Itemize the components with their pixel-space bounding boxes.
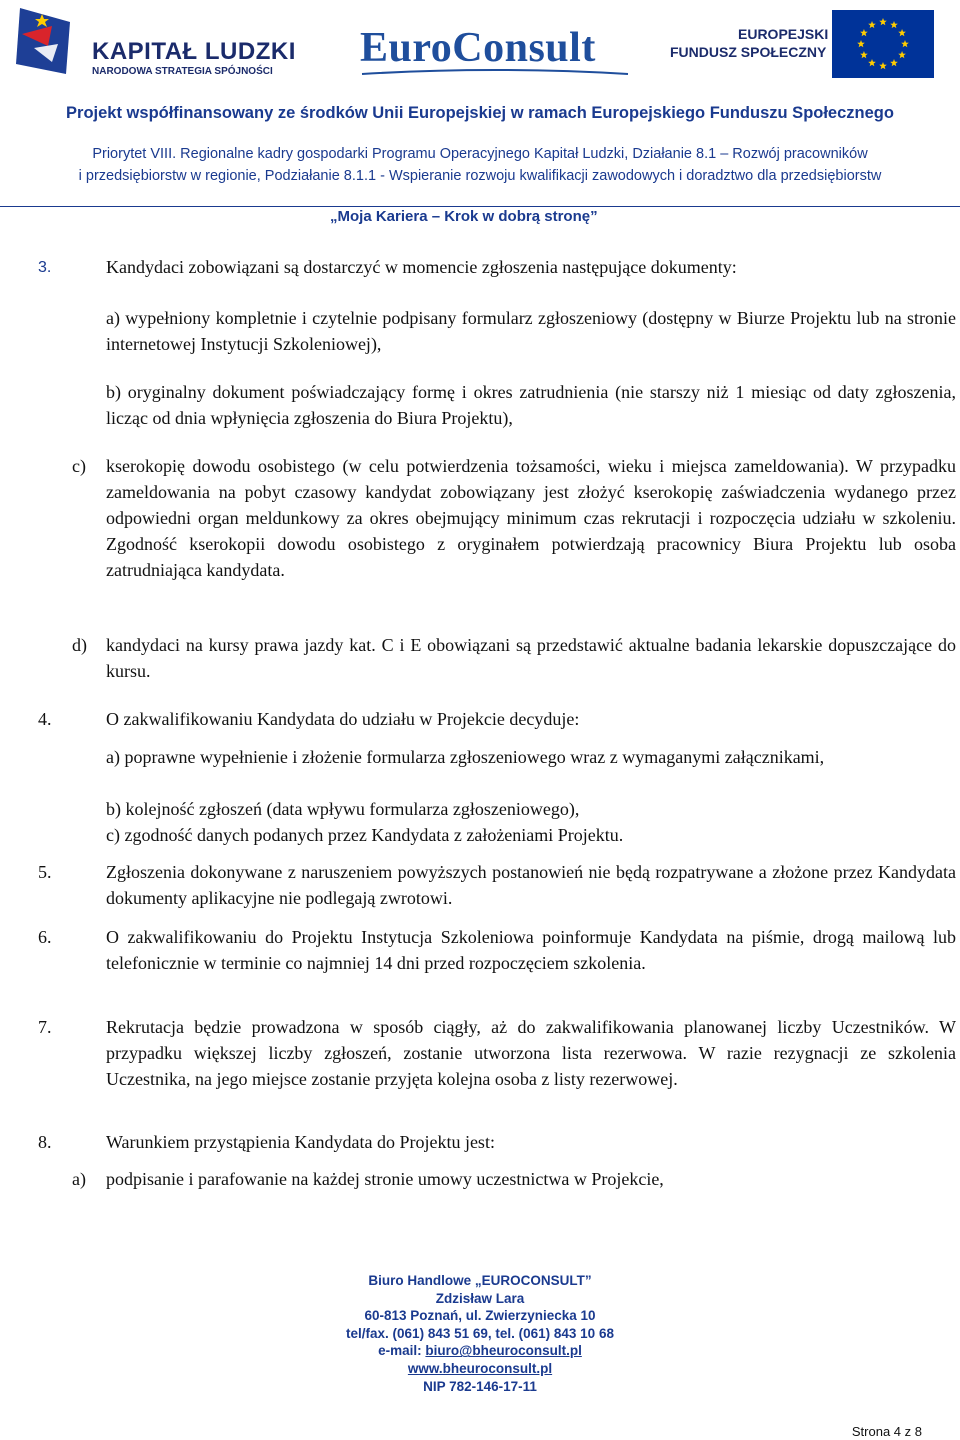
- footer-email-row: [0, 1342, 960, 1360]
- project-tagline: „Moja Kariera – Krok w dobrą stronę”: [330, 208, 598, 225]
- section-8-item-a-label: a): [72, 1169, 86, 1189]
- section-4-text: O zakwalifikowaniu Kandydata do udziału w Projekcie decyduje:: [106, 709, 580, 729]
- euroconsult-swoosh-icon: [360, 68, 630, 78]
- footer-website-link[interactable]: www.bheuroconsult.pl: [407, 1360, 553, 1376]
- project-funding-line: Projekt współfinansowany ze środków Unii Europejskiej w ramach Europejskiego Funduszu Społecznego: [66, 104, 894, 122]
- section-7-number: 7.: [38, 1017, 52, 1037]
- header-rule: [0, 206, 960, 207]
- priority-line-1: Priorytet VIII. Regionalne kadry gospodarki Programu Operacyjnego Kapitał Ludzki, Działanie 8.1 – Rozwój pracowników: [92, 146, 868, 162]
- eu-flag-icon: [832, 10, 934, 78]
- kapital-ludzki-emblem-icon: [12, 4, 78, 76]
- page-footer: [0, 1272, 960, 1395]
- efs-line2: FUNDUSZ SPOŁECZNY: [670, 44, 827, 60]
- euroconsult-wordmark: EuroConsult: [360, 25, 596, 71]
- section-7-text: Rekrutacja będzie prowadzona w sposób ciągły, aż do zakwalifikowania planowanej liczby Uczestników. W przypadku większej liczby zgłoszeń, zostanie utworzona lista rezerwowa. W razie rezygnacji ze szkolenia Uczestnika, na jego miejsce zostanie przyjęta kolejna osoba z listy rezerwowej.: [106, 1017, 956, 1089]
- footer-name: Zdzisław Lara: [435, 1290, 525, 1306]
- section-4-number: 4.: [38, 709, 52, 729]
- section-8-text: Warunkiem przystąpienia Kandydata do Projektu jest:: [106, 1132, 495, 1152]
- section-6-text: O zakwalifikowaniu do Projektu Instytucja Szkoleniowa poinformuje Kandydata na piśmie, drogą mailową lub telefonicznie w terminie co najmniej 14 dni przed rozpoczęciem szkolenia.: [106, 927, 956, 973]
- section-8-number: 8.: [38, 1132, 52, 1152]
- section-5-text: Zgłoszenia dokonywane z naruszeniem powyższych postanowień nie będą rozpatrywane a złożone przez Kandydata dokumenty aplikacyjne nie podlegają zwrotowi.: [106, 862, 956, 908]
- footer-address: 60-813 Poznań, ul. Zwierzyniecka 10: [364, 1308, 596, 1324]
- section-5-number: 5.: [38, 862, 52, 882]
- section-4-item-b: b) kolejność zgłoszeń (data wpływu formularza zgłoszeniowego),: [106, 799, 580, 819]
- footer-email-label: e-mail:: [378, 1343, 426, 1359]
- section-4-item-a: a) poprawne wypełnienie i złożenie formularza zgłoszeniowego wraz z wymaganymi załącznikami,: [106, 747, 825, 767]
- section-3-item-c: kserokopię dowodu osobistego (w celu potwierdzenia tożsamości, wieku i miejsca zameldowania). W przypadku zameldowania na pobyt czasowy kandydat zobowiązany jest złożyć kserokopię zaświadczenia wydanego przez odpowiedni organ meldunkowy za okres obejmujący minimum czas rekrutacji i rozpoczęcia udziału w szkoleniu. Zgodność kserokopii dowodu osobistego z oryginałem potwierdzają pracownicy Biura Projektu lub osoba zatrudniająca kandydata.: [106, 456, 956, 580]
- efs-line1: EUROPEJSKI: [738, 26, 829, 42]
- page-number: Strona 4 z 8: [851, 1424, 922, 1439]
- section-8-item-a: podpisanie i parafowanie na każdej stronie umowy uczestnictwa w Projekcie,: [106, 1169, 664, 1189]
- footer-nip: NIP 782-146-17-11: [423, 1378, 537, 1394]
- euroconsult-logo: [360, 24, 630, 78]
- footer-website-row: [0, 1360, 960, 1378]
- section-3-item-b: b) oryginalny dokument poświadczający formę i okres zatrudnienia (nie starszy niż 1 miesiąc od daty zgłoszenia, licząc od dnia wpłynięcia zgłoszenia do Biura Projektu),: [106, 382, 956, 428]
- kapital-ludzki-logo: [12, 4, 312, 80]
- efs-logo: [668, 10, 938, 80]
- section-6-number: 6.: [38, 927, 52, 947]
- kl-subtitle: NARODOWA STRATEGIA SPÓJNOŚCI: [92, 66, 273, 77]
- section-3-item-c-label: c): [72, 456, 86, 476]
- section-4-item-c: c) zgodność danych podanych przez Kandydata z założeniami Projektu.: [106, 825, 624, 845]
- section-3-item-a: a) wypełniony kompletnie i czytelnie podpisany formularz zgłoszeniowy (dostępny w Biurze Projektu lub na stronie internetowej Instytucji Szkoleniowej),: [106, 308, 956, 354]
- section-3-number: 3.: [38, 259, 52, 276]
- footer-office: Biuro Handlowe „EUROCONSULT”: [368, 1273, 592, 1288]
- section-3-text: Kandydaci zobowiązani są dostarczyć w momencie zgłoszenia następujące dokumenty:: [106, 257, 737, 277]
- section-3-item-d-label: d): [72, 635, 87, 655]
- kl-title: KAPITAŁ LUDZKI: [92, 38, 296, 65]
- priority-line-2: i przedsiębiorstw w regionie, Podziałanie 8.1.1 - Wspieranie rozwoju kwalifikacji zawodowych i doradztwo dla przedsiębiorstw: [78, 168, 882, 184]
- footer-email-link[interactable]: biuro@bheuroconsult.pl: [425, 1343, 582, 1359]
- page-header: [0, 0, 960, 225]
- section-3-item-d: kandydaci na kursy prawa jazdy kat. C i E obowiązani są przedstawić aktualne badania lekarskie dopuszczające do kursu.: [106, 635, 956, 681]
- footer-phones: tel/fax. (061) 843 51 69, tel. (061) 843 10 68: [346, 1325, 614, 1341]
